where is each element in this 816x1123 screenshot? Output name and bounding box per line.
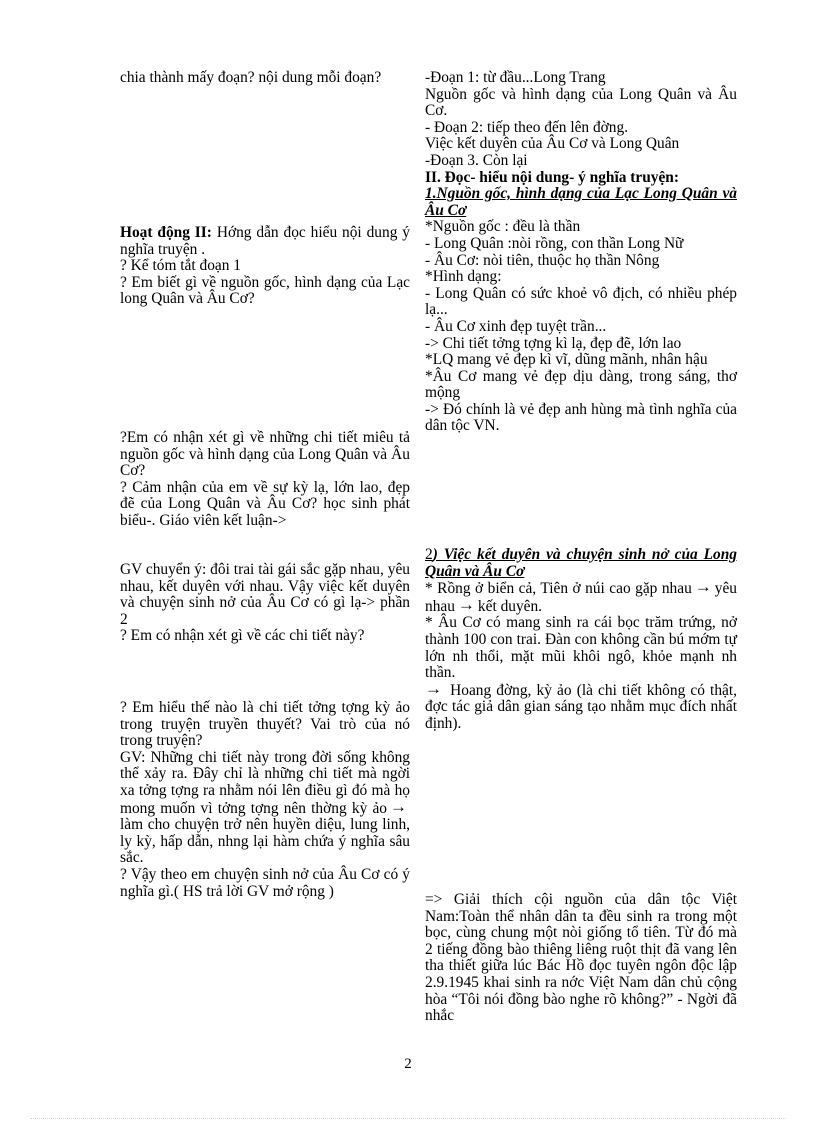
- origin-long-quan: - Long Quân :nòi rồng, con thần Long Nữ: [425, 234, 684, 252]
- section-three: -Đoạn 3. Còn lại: [425, 151, 528, 169]
- section-two-content: Việc kết duyên của Âu Cơ và Long Quân: [425, 135, 680, 153]
- lq-beauty: *LQ mang vẻ đẹp kì vĩ, dũng mãnh, nhân hậu: [425, 351, 708, 369]
- detail-note: -> Chi tiết tởng tợng kì lạ, đẹp đẽ, lớn lao: [425, 334, 682, 352]
- sections-answer: [425, 70, 737, 435]
- marriage-text: [425, 577, 737, 615]
- question-meaning: ? Vậy theo em chuyện sinh nở của Âu Cơ có ý nghĩa gì.( HS trả lời GV mở rộng ): [120, 865, 410, 900]
- heading-two: [425, 170, 737, 187]
- marriage-b: yêu nhau: [425, 580, 737, 615]
- activity-text: Hớng dẫn đọc hiểu nội dung ý nghĩa truyện .: [120, 224, 410, 258]
- teacher-transition: GV chuyển ý: đôi trai tài gái sắc gặp nhau, yêu nhau, kết duyên với nhau. Vậy việc kết duyên và chuyện sinh nở của Âu Cơ có gì lạ-> phần 2: [120, 561, 410, 628]
- teacher-explain-a: GV: Những chi tiết này trong đời sống không thể xảy ra. Đây chỉ là những chi tiết mà ngời xa tởng tợng ra nhằm nói lên điều gì đó mà họ mong muốn vì tởng tợng nên thờng kỳ ảo: [120, 748, 410, 817]
- meaning-block: [425, 892, 737, 1025]
- shape-long-quan: - Long Quân có sức khoẻ vô địch, có nhiều phép lạ...: [425, 284, 737, 319]
- subheading-marriage-number: 2: [425, 546, 433, 563]
- question-summary: ? Kể tóm tắt đoạn 1: [120, 257, 241, 275]
- question-feel: ? Cảm nhận của em về sự kỳ lạ, lớn lao, đẹp đẽ của Long Quân và Âu Cơ? học sinh phát biểu-. Giáo viên kết luận->: [120, 478, 410, 529]
- origin-au-co: - Âu Cơ: nòi tiên, thuộc họ thần Nông: [425, 251, 660, 269]
- marriage-block: [425, 547, 737, 733]
- meaning-text: => Giải thích cội nguồn của dân tộc Việt Nam:Toàn thể nhân dân ta đều sinh ra trong một bọc, cùng chung một nòi giống tổ tiên. Từ đó mà 2 tiếng đồng bào thiêng liêng ruột thịt đã vang lên tha thiết giữa lúc Bác Hồ đọc tuyên ngôn độc lập 2.9.1945 khai sinh ra nớc Việt Nam dân chủ cộng hòa “Tôi nói đồng bào nghe rõ không?” - Ngời đã nhắc: [425, 891, 737, 1025]
- ac-beauty: *Âu Cơ mang vẻ đẹp dịu dàng, trong sáng, thơ mộng: [425, 367, 737, 402]
- marriage-c: kết duyên.: [477, 597, 543, 615]
- fantasy-text: [425, 678, 737, 733]
- section-two: - Đoạn 2: tiếp theo đến lên đờng.: [425, 118, 629, 136]
- activity-label: Hoạt động II:: [120, 224, 212, 241]
- section-one: -Đoạn 1: từ đầu...Long Trang: [425, 69, 606, 86]
- question-comment: ?Em có nhận xét gì về những chi tiết miêu tả nguồn gốc và hình dạng của Long Quân và Âu Cơ?: [120, 429, 410, 480]
- teacher-transition-block: [120, 562, 410, 645]
- arrow-right-icon: →: [390, 796, 407, 816]
- subheading-origin: 1.Nguồn gốc, hình dạng của Lạc Long Quân và Âu Cơ: [425, 185, 737, 219]
- arrow-right-icon: →: [694, 577, 712, 597]
- subheading-marriage-text: ) Việc kết duyên và chuyện sinh nở của Long Quân và Âu Cơ: [425, 546, 737, 580]
- arrow-right-icon: →: [425, 678, 442, 698]
- page-bottom-divider: [30, 1118, 786, 1119]
- conclusion: -> Đó chính là vẻ đẹp anh hùng mà tình nghĩa của dân tộc VN.: [425, 400, 737, 435]
- origin-label: *Nguồn gốc : đều là thần: [425, 218, 581, 236]
- marriage-a: * Rồng ở biển cả, Tiên ở núi cao gặp nhau: [425, 580, 692, 598]
- activity-two: [120, 225, 410, 308]
- subheading-marriage: [425, 547, 737, 580]
- question-fantasy: ? Em hiểu thế nào là chi tiết tởng tợng kỳ ảo trong truyện truyền thuyết? Vai trò của nó trong truyện?: [120, 699, 410, 750]
- heading-two-colon: :: [673, 168, 680, 186]
- teacher-explain: [120, 750, 410, 867]
- shape-au-co: - Âu Cơ xinh đẹp tuyệt trần...: [425, 317, 607, 335]
- section-one-content: Nguồn gốc và hình dạng của Long Quân và Âu Cơ.: [425, 85, 737, 120]
- question-details: ? Em có nhận xét gì về các chi tiết này?: [120, 627, 365, 645]
- question-sections: chia thành mấy đoạn? nội dung mỗi đoạn?: [120, 69, 382, 86]
- teacher-explain-b: làm cho chuyện trở nên huyền diệu, lung linh, ly kỳ, hấp dẫn, nhng lại hàm chứa ý nghĩa sâu sắc.: [120, 816, 410, 867]
- heading-two-text: II. Đọc- hiểu nội dung- ý nghĩa truyện: [425, 168, 674, 186]
- fantasy-question-block: [120, 700, 410, 900]
- shape-label: *Hình dạng:: [425, 268, 502, 286]
- arrow-right-icon: →: [457, 594, 475, 614]
- question-comment-block: [120, 430, 410, 530]
- fantasy-text-body: Hoang đờng, kỳ ảo (là chi tiết không có thật, đợc tác giả dân gian sáng tạo nhằm mục đích nhất định).: [425, 681, 737, 732]
- page-number: 2: [404, 1056, 412, 1072]
- question-origin: ? Em biết gì về nguồn gốc, hình dạng của Lạc long Quân và Âu Cơ?: [120, 273, 410, 308]
- birth-text: * Âu Cơ có mang sinh ra cái bọc trăm trứng, nở thành 100 con trai. Đàn con không cần bú mớm tự lớn nh thổi, mặt mũi khôi ngô, khỏe mạnh nh thần.: [425, 614, 737, 682]
